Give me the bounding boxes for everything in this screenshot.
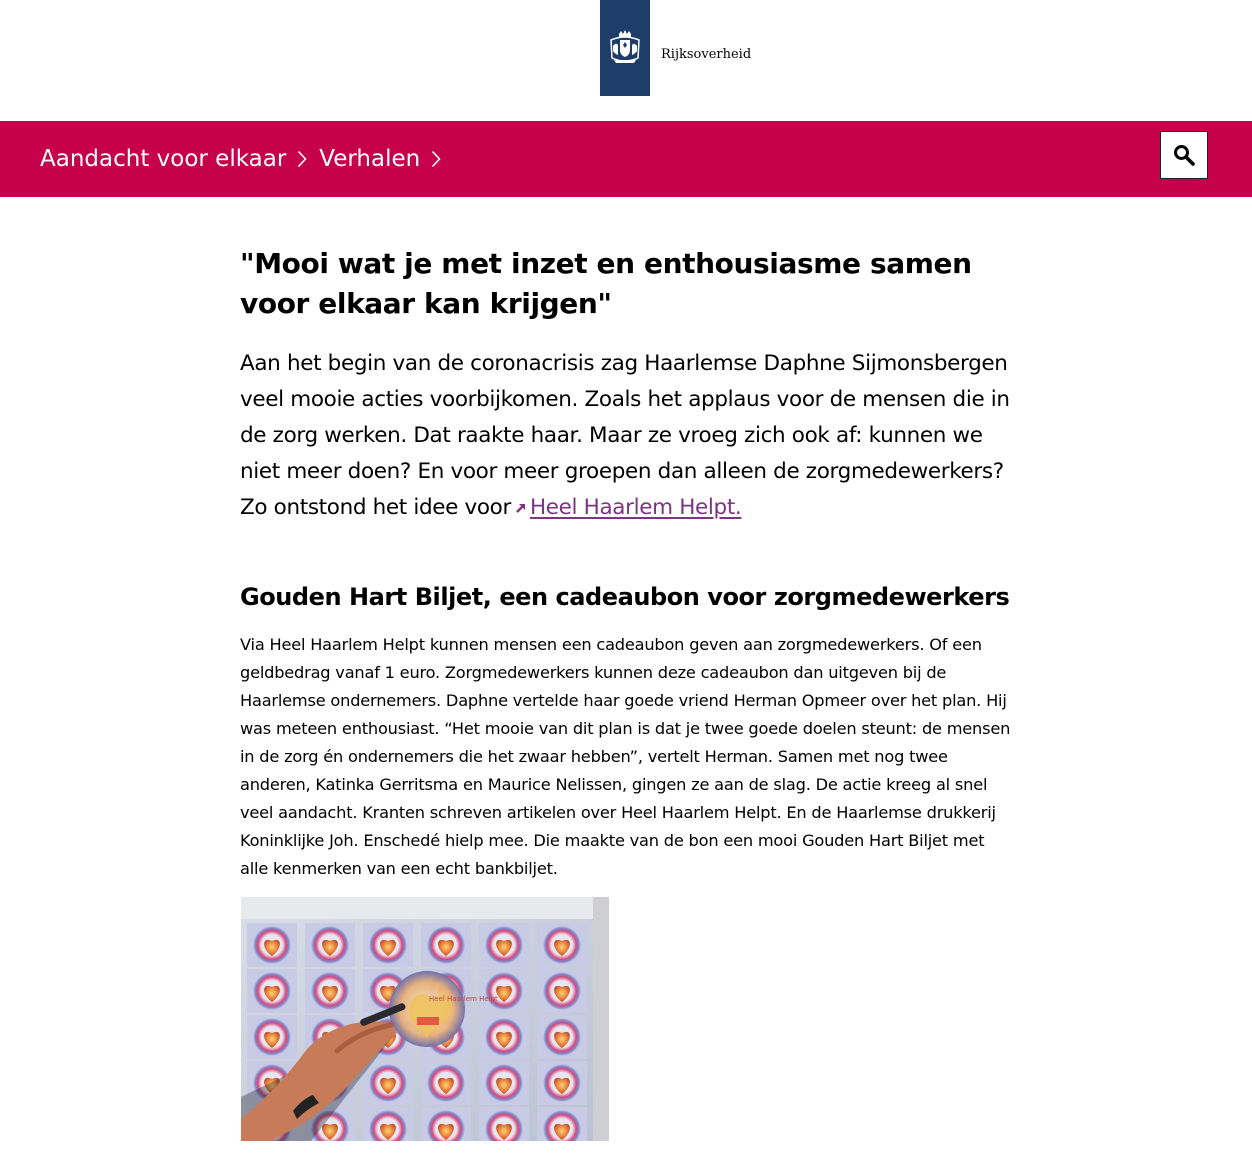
coat-of-arms-icon <box>605 28 645 68</box>
photo-gouden-hart-biljetten <box>241 897 609 1141</box>
section-heading: Gouden Hart Biljet, een cadeaubon voor zorgmedewerkers <box>240 583 1010 611</box>
logo-text: Rijksoverheid <box>661 47 752 62</box>
chevron-right-icon <box>297 150 307 168</box>
intro-text: Aan het begin van de coronacrisis zag Haarlemse Daphne Sijmonsbergen veel mooie acties voorbijkomen. Zoals het applaus voor de mensen die in de zorg werken. Dat raakte haar. Maar ze vroeg zich ook af: kunnen we niet meer doen? En voor meer groepen dan alleen de zorgmedewerkers? Zo ontstond het idee voor <box>240 351 1010 520</box>
chevron-right-icon <box>431 150 441 168</box>
heel-haarlem-helpt-link[interactable]: Heel Haarlem Helpt. <box>529 495 742 520</box>
logo-ribbon <box>600 0 650 96</box>
site-header <box>0 0 1252 121</box>
section-body: Via Heel Haarlem Helpt kunnen mensen een cadeaubon geven aan zorgmedewerkers. Of een geldbedrag vanaf 1 euro. Zorgmedewerkers kunnen deze cadeaubon dan uitgeven bij de Haarlemse ondernemers. Daphne vertelde haar goede vriend Herman Opmeer over het plan. Hij was meteen enthousiast. “Het mooie van dit plan is dat je twee goede doelen steunt: de mensen in de zorg én ondernemers die het zwaar hebben”, vertelt Herman. Samen met nog twee anderen, Katinka Gerritsma en Maurice Nelissen, gingen ze aan de slag. De actie kreeg al snel veel aandacht. Kranten schreven artikelen over Heel Haarlem Helpt. En de Haarlemse drukkerij Koninklijke Joh. Enschedé hielp mee. Die maakte van de bon een mooi Gouden Hart Biljet met alle kenmerken van een echt bankbiljet. <box>240 635 1011 878</box>
breadcrumb <box>40 121 453 197</box>
search-icon <box>1173 144 1195 166</box>
article-title: "Mooi wat je met inzet en enthousiasme samen voor elkaar kan krijgen" <box>240 247 972 320</box>
breadcrumb-item-verhalen[interactable]: Verhalen <box>319 146 421 172</box>
logo-link[interactable] <box>600 0 751 96</box>
external-link-arrow-icon <box>515 502 527 514</box>
intro-paragraph <box>240 346 1012 526</box>
article-photo <box>241 897 609 1141</box>
photo-badge-text: Heel Haarlem Helpt <box>429 995 498 1003</box>
article <box>240 244 1012 883</box>
nav-bar <box>0 121 1252 197</box>
search-button[interactable] <box>1160 131 1208 179</box>
breadcrumb-item-aandacht-voor-elkaar[interactable]: Aandacht voor elkaar <box>40 146 287 172</box>
